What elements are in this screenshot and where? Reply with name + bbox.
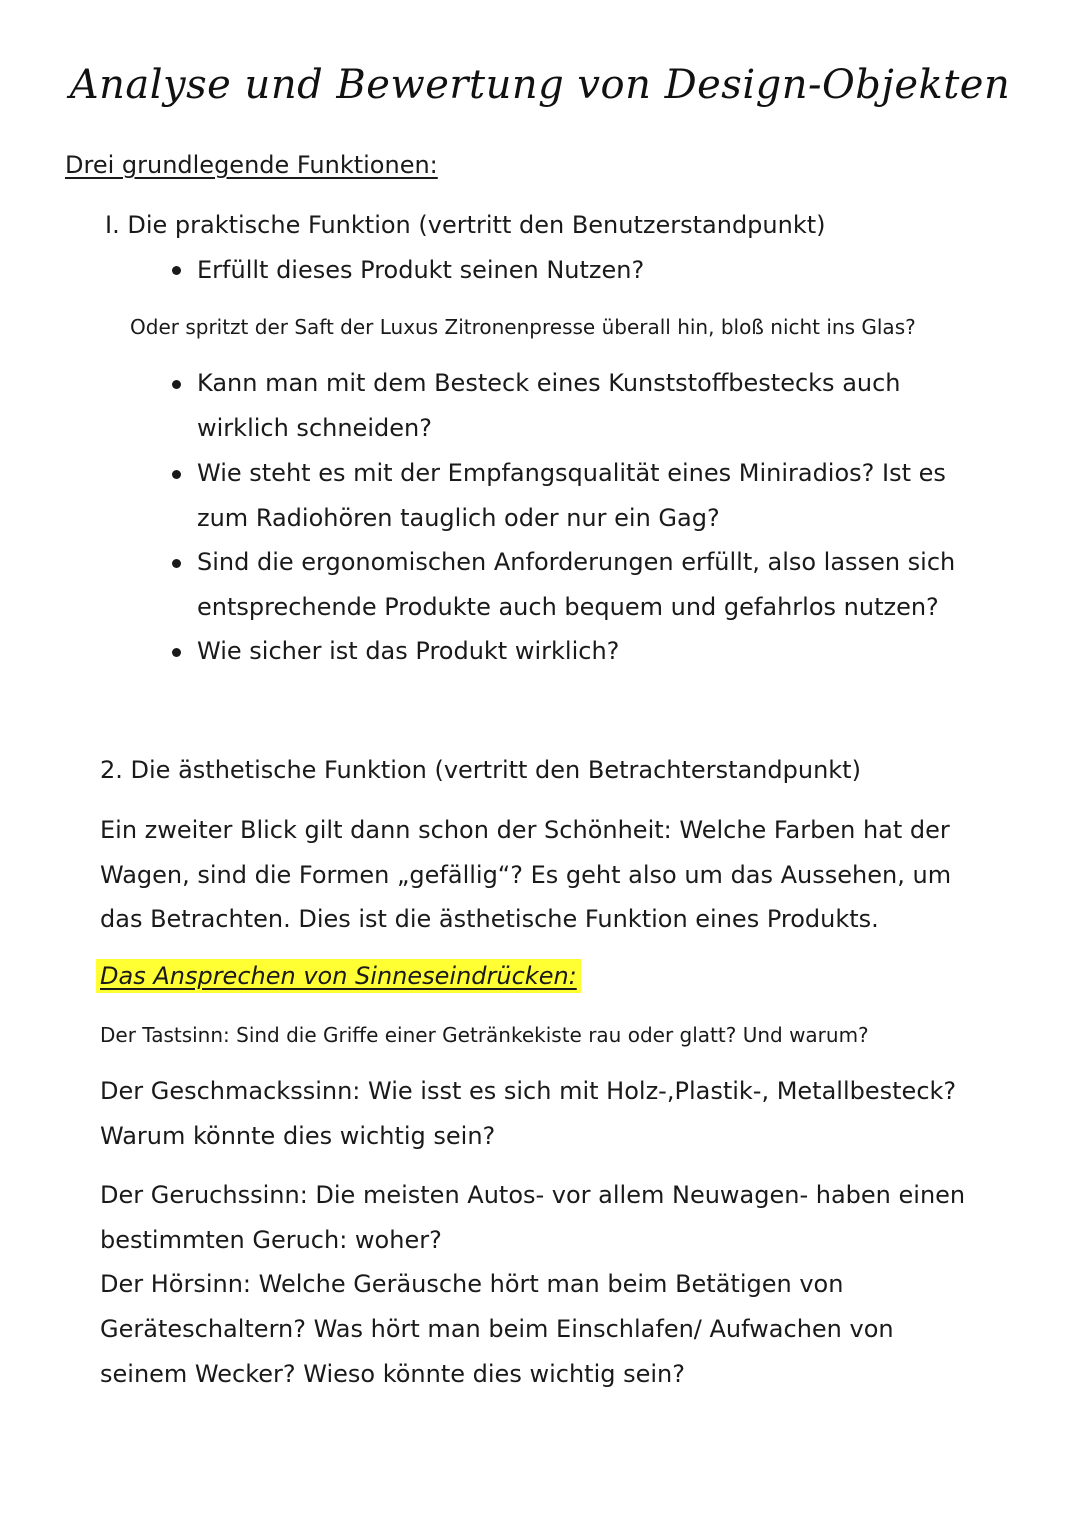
tastsinn-text: Der Tastsinn: Sind die Griffe einer Getränkekiste rau oder glatt? Und warum? (100, 1023, 869, 1047)
section1-heading: I. Die praktische Funktion (vertritt den Benutzerstandpunkt) (105, 211, 826, 239)
section1-bullet-4-line1: Sind die ergonomischen Anforderungen erfüllt, also lassen sich (197, 548, 956, 576)
section1-bullet-4-line2: entsprechende Produkte auch bequem und gefahrlos nutzen? (197, 593, 939, 621)
bullet-dot (172, 470, 181, 479)
hoersinn-line3: seinem Wecker? Wieso könnte dies wichtig sein? (100, 1360, 685, 1388)
bullet-dot (172, 559, 181, 568)
hoersinn-line2: Geräteschaltern? Was hört man beim Einschlafen/ Aufwachen von (100, 1315, 894, 1343)
section1-bullet-3-line2: zum Radiohören tauglich oder nur ein Gag? (197, 504, 720, 532)
section2-paragraph-line1: Ein zweiter Blick gilt dann schon der Schönheit: Welche Farben hat der (100, 816, 950, 844)
geruchssinn-line1: Der Geruchssinn: Die meisten Autos- vor allem Neuwagen- haben einen (100, 1181, 966, 1209)
highlighted-subheading: Das Ansprechen von Sinneseindrücken: (96, 959, 581, 993)
section1-bullet-1: Erfüllt dieses Produkt seinen Nutzen? (197, 256, 645, 284)
bullet-dot (172, 648, 181, 657)
section1-bullet-2-line1: Kann man mit dem Besteck eines Kunststoffbestecks auch (197, 369, 901, 397)
section2-paragraph-line3: das Betrachten. Dies ist die ästhetische Funktion eines Produkts. (100, 905, 879, 933)
section1-bullet-3-line1: Wie steht es mit der Empfangsqualität eines Miniradios? Ist es (197, 459, 946, 487)
geschmackssinn-line2: Warum könnte dies wichtig sein? (100, 1122, 496, 1150)
bullet-dot (172, 266, 181, 275)
section2-heading: 2. Die ästhetische Funktion (vertritt den Betrachterstandpunkt) (100, 756, 861, 784)
section2-paragraph-line2: Wagen, sind die Formen „gefällig“? Es geht also um das Aussehen, um (100, 861, 952, 889)
section1-bullet-5: Wie sicher ist das Produkt wirklich? (197, 637, 620, 665)
bullet-dot (172, 380, 181, 389)
section1-bullet-2-line2: wirklich schneiden? (197, 414, 432, 442)
page-title: Analyse und Bewertung von Design-Objekten (69, 62, 1011, 108)
section1-note: Oder spritzt der Saft der Luxus Zitronenpresse überall hin, bloß nicht ins Glas? (130, 315, 916, 339)
geschmackssinn-line1: Der Geschmackssinn: Wie isst es sich mit Holz-,Plastik-, Metallbesteck? (100, 1077, 957, 1105)
hoersinn-line1: Der Hörsinn: Welche Geräusche hört man beim Betätigen von (100, 1270, 844, 1298)
geruchssinn-line2: bestimmten Geruch: woher? (100, 1226, 442, 1254)
section-heading: Drei grundlegende Funktionen: (65, 151, 438, 179)
